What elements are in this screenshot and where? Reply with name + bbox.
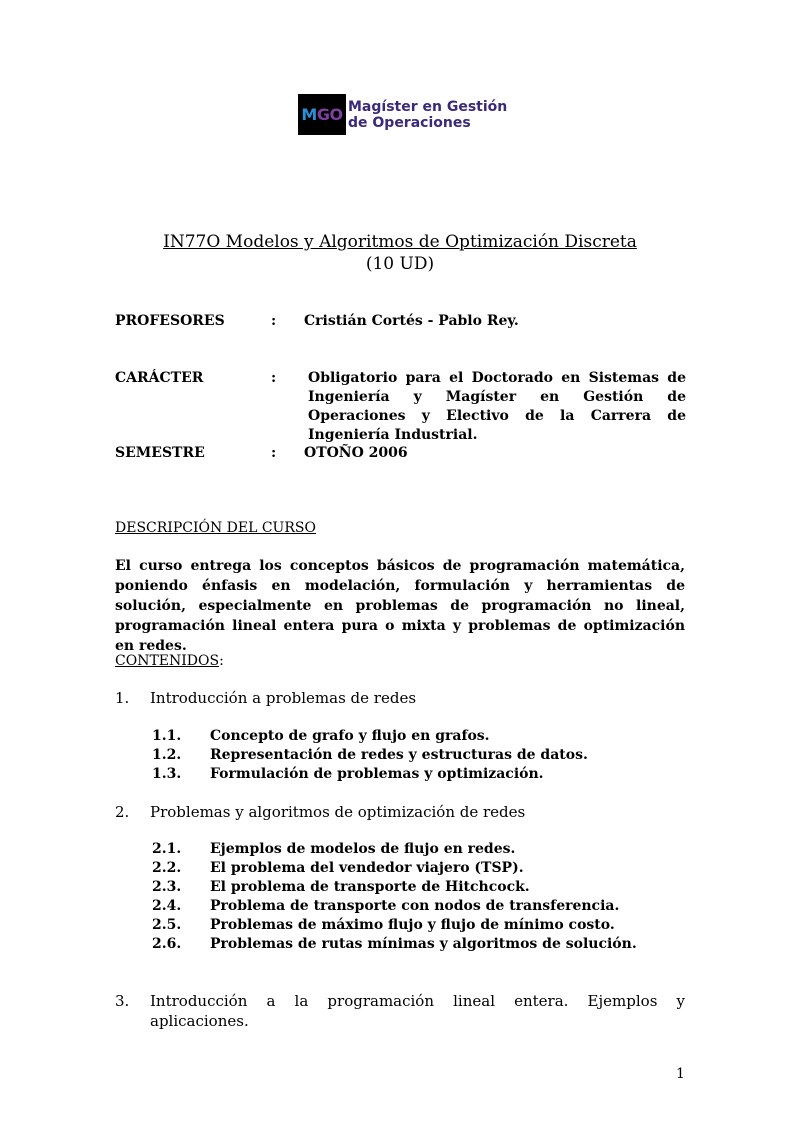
logo-line-1: Magíster en Gestión [348, 98, 508, 115]
logo-line-2: de Operaciones [348, 114, 471, 131]
list-item-number: 2.3. [152, 879, 182, 895]
semestre-value: OTOÑO 2006 [304, 445, 408, 461]
list-item-text: Ejemplos de modelos de flujo en redes. [210, 841, 516, 857]
contenidos-heading-colon: : [219, 653, 224, 669]
course-title [0, 231, 800, 253]
semestre-colon: : [271, 445, 277, 461]
list-item-text: Concepto de grafo y flujo en grafos. [210, 728, 490, 744]
section-number: 1. [115, 689, 130, 707]
list-item-text: Representación de redes y estructuras de datos. [210, 747, 588, 763]
list-item-text: El problema del vendedor viajero (TSP). [210, 860, 524, 876]
section-title: Problemas y algoritmos de optimización de redes [150, 803, 526, 821]
section-title: Introducción a problemas de redes [150, 689, 417, 707]
mgo-logo [298, 94, 507, 135]
list-item-number: 2.4. [152, 898, 182, 914]
list-item-text: Problemas de rutas mínimas y algoritmos de solución. [210, 936, 637, 952]
section-number: 3. [115, 992, 130, 1010]
list-item-text: Formulación de problemas y optimización. [210, 766, 544, 782]
contenidos-heading-text: CONTENIDOS [115, 653, 220, 669]
profesores-label: PROFESORES [115, 313, 225, 329]
section-number: 2. [115, 803, 130, 821]
logo-text [348, 99, 507, 131]
profesores-colon: : [271, 313, 277, 329]
list-item-number: 1.1. [152, 728, 182, 744]
list-item-number: 2.6. [152, 936, 182, 952]
caracter-label: CARÁCTER [115, 370, 204, 386]
descripcion-heading: DESCRIPCIÓN DEL CURSO [115, 520, 316, 536]
caracter-colon: : [271, 370, 277, 386]
list-item-number: 2.2. [152, 860, 182, 876]
semestre-label: SEMESTRE [115, 445, 205, 461]
logo-mark-go: GO [316, 105, 343, 124]
caracter-value: Obligatorio para el Doctorado en Sistemas de Ingeniería y Magíster en Gestión de Operaciones y Electivo de la Carrera de Ingeniería Industrial. [308, 370, 686, 443]
list-item-text: El problema de transporte de Hitchcock. [210, 879, 530, 895]
course-credits: (10 UD) [365, 254, 435, 274]
section-title: Introducción a la programación lineal entera. Ejemplos y aplicaciones. [150, 992, 685, 1030]
list-item-text: Problemas de máximo flujo y flujo de mínimo costo. [210, 917, 615, 933]
page-number: 1 [676, 1066, 685, 1082]
list-item-text: Problema de transporte con nodos de transferencia. [210, 898, 620, 914]
descripcion-text: El curso entrega los conceptos básicos de programación matemática, poniendo énfasis en modelación, formulación y herramientas de solución, especialmente en problemas de programación no lineal, programación lineal entera pura o mixta y problemas de optimización en redes. [115, 558, 685, 654]
list-item-number: 1.2. [152, 747, 182, 763]
course-title-text: IN77O Modelos y Algoritmos de Optimización Discreta [163, 232, 637, 252]
logo-mark-m: M [301, 105, 317, 124]
contenidos-heading [115, 652, 224, 671]
mgo-logo-mark [298, 94, 346, 135]
profesores-value: Cristián Cortés - Pablo Rey. [304, 313, 519, 329]
list-item-number: 1.3. [152, 766, 182, 782]
list-item-number: 2.1. [152, 841, 182, 857]
list-item-number: 2.5. [152, 917, 182, 933]
